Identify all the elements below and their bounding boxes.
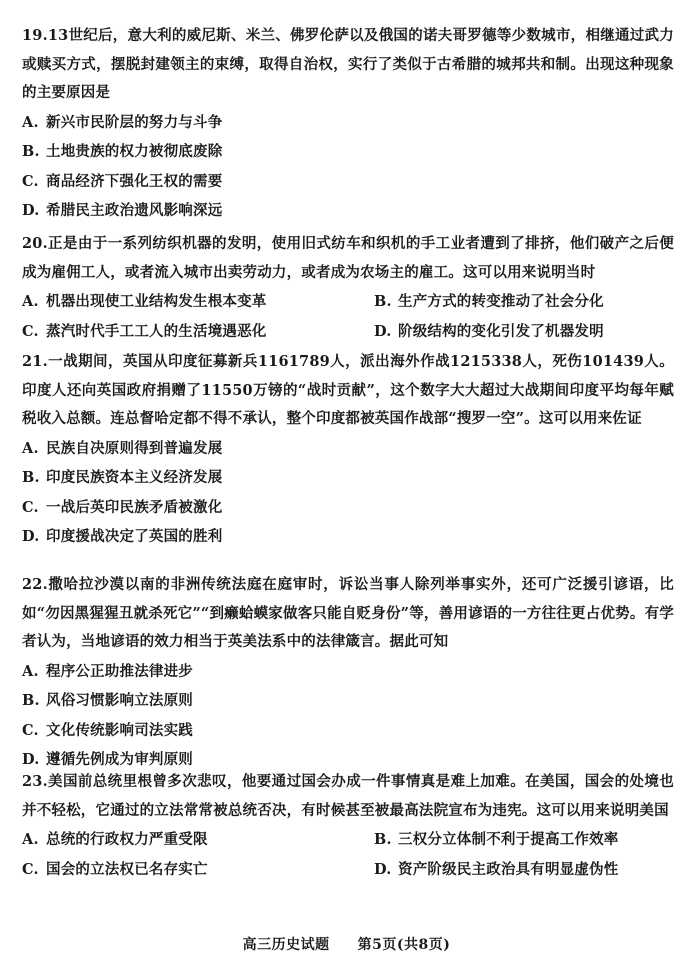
- option-c[interactable]: [22, 317, 374, 347]
- option-letter: D.: [22, 202, 40, 219]
- option-c[interactable]: [22, 493, 674, 523]
- option-letter: D.: [22, 751, 40, 768]
- options-list: [22, 825, 674, 884]
- options-list: [22, 434, 674, 552]
- option-text: 一战后英印民族矛盾被激化: [46, 498, 223, 516]
- question-stem: [22, 230, 674, 287]
- option-text: 印度民族资本主义经济发展: [46, 469, 223, 486]
- question-23: [22, 768, 674, 884]
- question-text: 13世纪后，意大利的威尼斯、米兰、佛罗伦萨以及俄国的诺夫哥罗德等少数城市，相继通过武力或赎买方式，摆脱封建领主的束缚，取得自治权，实行了类似于古希腊的城邦共和制。出现这种现象的主要原因是: [22, 27, 674, 101]
- option-b[interactable]: [22, 686, 674, 716]
- question-22: [22, 571, 674, 775]
- question-19: [22, 22, 674, 226]
- option-text: 机器出现使工业结构发生根本变革: [46, 293, 267, 310]
- option-letter: D.: [374, 322, 392, 340]
- option-letter: A.: [22, 113, 39, 131]
- question-stem: [22, 348, 674, 434]
- option-letter: B.: [22, 469, 40, 486]
- option-text: 新兴市民阶层的努力与斗争: [46, 113, 223, 131]
- option-text: 蒸汽时代手工工人的生活境遇恶化: [46, 322, 267, 340]
- option-a[interactable]: [22, 287, 374, 317]
- question-number: 22.: [22, 576, 48, 593]
- option-letter: D.: [374, 860, 392, 878]
- option-text: 程序公正助推法律进步: [46, 662, 193, 680]
- question-text: 撒哈拉沙漠以南的非洲传统法庭在庭审时，诉讼当事人除列举事实外，还可广泛援引谚语，比如“勿因黑猩猩丑就杀死它”“到癞蛤蟆家做客只能自贬身份”等，善用谚语的一方往往更占优势。有学者认为，当地谚语的效力相当于英美法系中的法律箴言。据此可知: [22, 576, 674, 650]
- option-letter: A.: [22, 439, 39, 457]
- option-b[interactable]: [22, 137, 674, 167]
- option-d[interactable]: [374, 855, 674, 885]
- option-b[interactable]: [22, 463, 674, 493]
- option-letter: A.: [22, 293, 39, 310]
- option-letter: B.: [374, 831, 392, 848]
- option-text: 商品经济下强化王权的需要: [46, 172, 223, 190]
- question-stem: [22, 768, 674, 825]
- option-letter: B.: [22, 692, 40, 709]
- option-letter: A.: [22, 831, 39, 848]
- question-20: [22, 230, 674, 346]
- option-letter: C.: [22, 721, 39, 739]
- option-text: 生产方式的转变推动了社会分化: [398, 293, 604, 310]
- option-letter: B.: [374, 293, 392, 310]
- option-letter: C.: [22, 322, 39, 340]
- option-b[interactable]: [374, 287, 674, 317]
- option-text: 资产阶级民主政治具有明显虚伪性: [398, 860, 619, 878]
- option-text: 遵循先例成为审判原则: [46, 751, 193, 768]
- footer-exam-title: 高三历史试题: [242, 937, 330, 953]
- question-number: 19.: [22, 27, 48, 44]
- option-letter: D.: [22, 528, 40, 545]
- option-d[interactable]: [22, 196, 674, 226]
- option-a[interactable]: [22, 825, 374, 855]
- options-list: [22, 287, 674, 346]
- option-d[interactable]: [22, 522, 674, 552]
- option-c[interactable]: [22, 855, 374, 885]
- option-text: 风俗习惯影响立法原则: [46, 692, 193, 709]
- question-number: 23.: [22, 773, 48, 790]
- question-number: 21.: [22, 353, 48, 370]
- option-d[interactable]: [374, 317, 674, 347]
- option-letter: C.: [22, 172, 39, 190]
- option-letter: B.: [22, 143, 40, 160]
- footer-page-number: 第5页(共8页): [357, 937, 451, 953]
- option-c[interactable]: [22, 167, 674, 197]
- option-text: 阶级结构的变化引发了机器发明: [398, 322, 604, 340]
- option-text: 民族自决原则得到普遍发展: [46, 439, 223, 457]
- question-text: 一战期间，英国从印度征募新兵1161789人，派出海外作战1215338人，死伤101439人。印度人还向英国政府捐赠了11550万镑的“战时贡献”，这个数字大大超过大战期间印度平均每年赋税收入总额。连总督哈定都不得不承认，整个印度都被英国作战部“搜罗一空”。这可以用来佐证: [22, 353, 674, 427]
- options-list: [22, 108, 674, 226]
- question-number: 20.: [22, 235, 48, 252]
- option-text: 希腊民主政治遗风影响深远: [46, 202, 223, 219]
- option-text: 印度援战决定了英国的胜利: [46, 528, 223, 545]
- option-text: 文化传统影响司法实践: [46, 721, 193, 739]
- option-text: 总统的行政权力严重受限: [46, 831, 208, 848]
- question-stem: [22, 571, 674, 657]
- option-text: 三权分立体制不利于提高工作效率: [398, 831, 619, 848]
- option-a[interactable]: [22, 657, 674, 687]
- option-letter: C.: [22, 498, 39, 516]
- question-stem: [22, 22, 674, 108]
- option-text: 土地贵族的权力被彻底废除: [46, 143, 223, 160]
- page-footer: [0, 934, 693, 954]
- option-c[interactable]: [22, 716, 674, 746]
- option-letter: A.: [22, 662, 39, 680]
- option-a[interactable]: [22, 108, 674, 138]
- option-text: 国会的立法权已名存实亡: [46, 860, 208, 878]
- option-b[interactable]: [374, 825, 674, 855]
- options-list: [22, 657, 674, 775]
- question-text: 美国前总统里根曾多次悲叹，他要通过国会办成一件事情真是难上加难。在美国，国会的处境也并不轻松，它通过的立法常常被总统否决，有时候甚至被最高法院宣布为违宪。这可以用来说明美国: [22, 773, 674, 819]
- question-21: [22, 348, 674, 552]
- option-a[interactable]: [22, 434, 674, 464]
- option-letter: C.: [22, 860, 39, 878]
- question-text: 正是由于一系列纺织机器的发明，使用旧式纺车和织机的手工业者遭到了排挤，他们破产之后便成为雇佣工人，或者流入城市出卖劳动力，或者成为农场主的雇工。这可以用来说明当时: [22, 235, 674, 281]
